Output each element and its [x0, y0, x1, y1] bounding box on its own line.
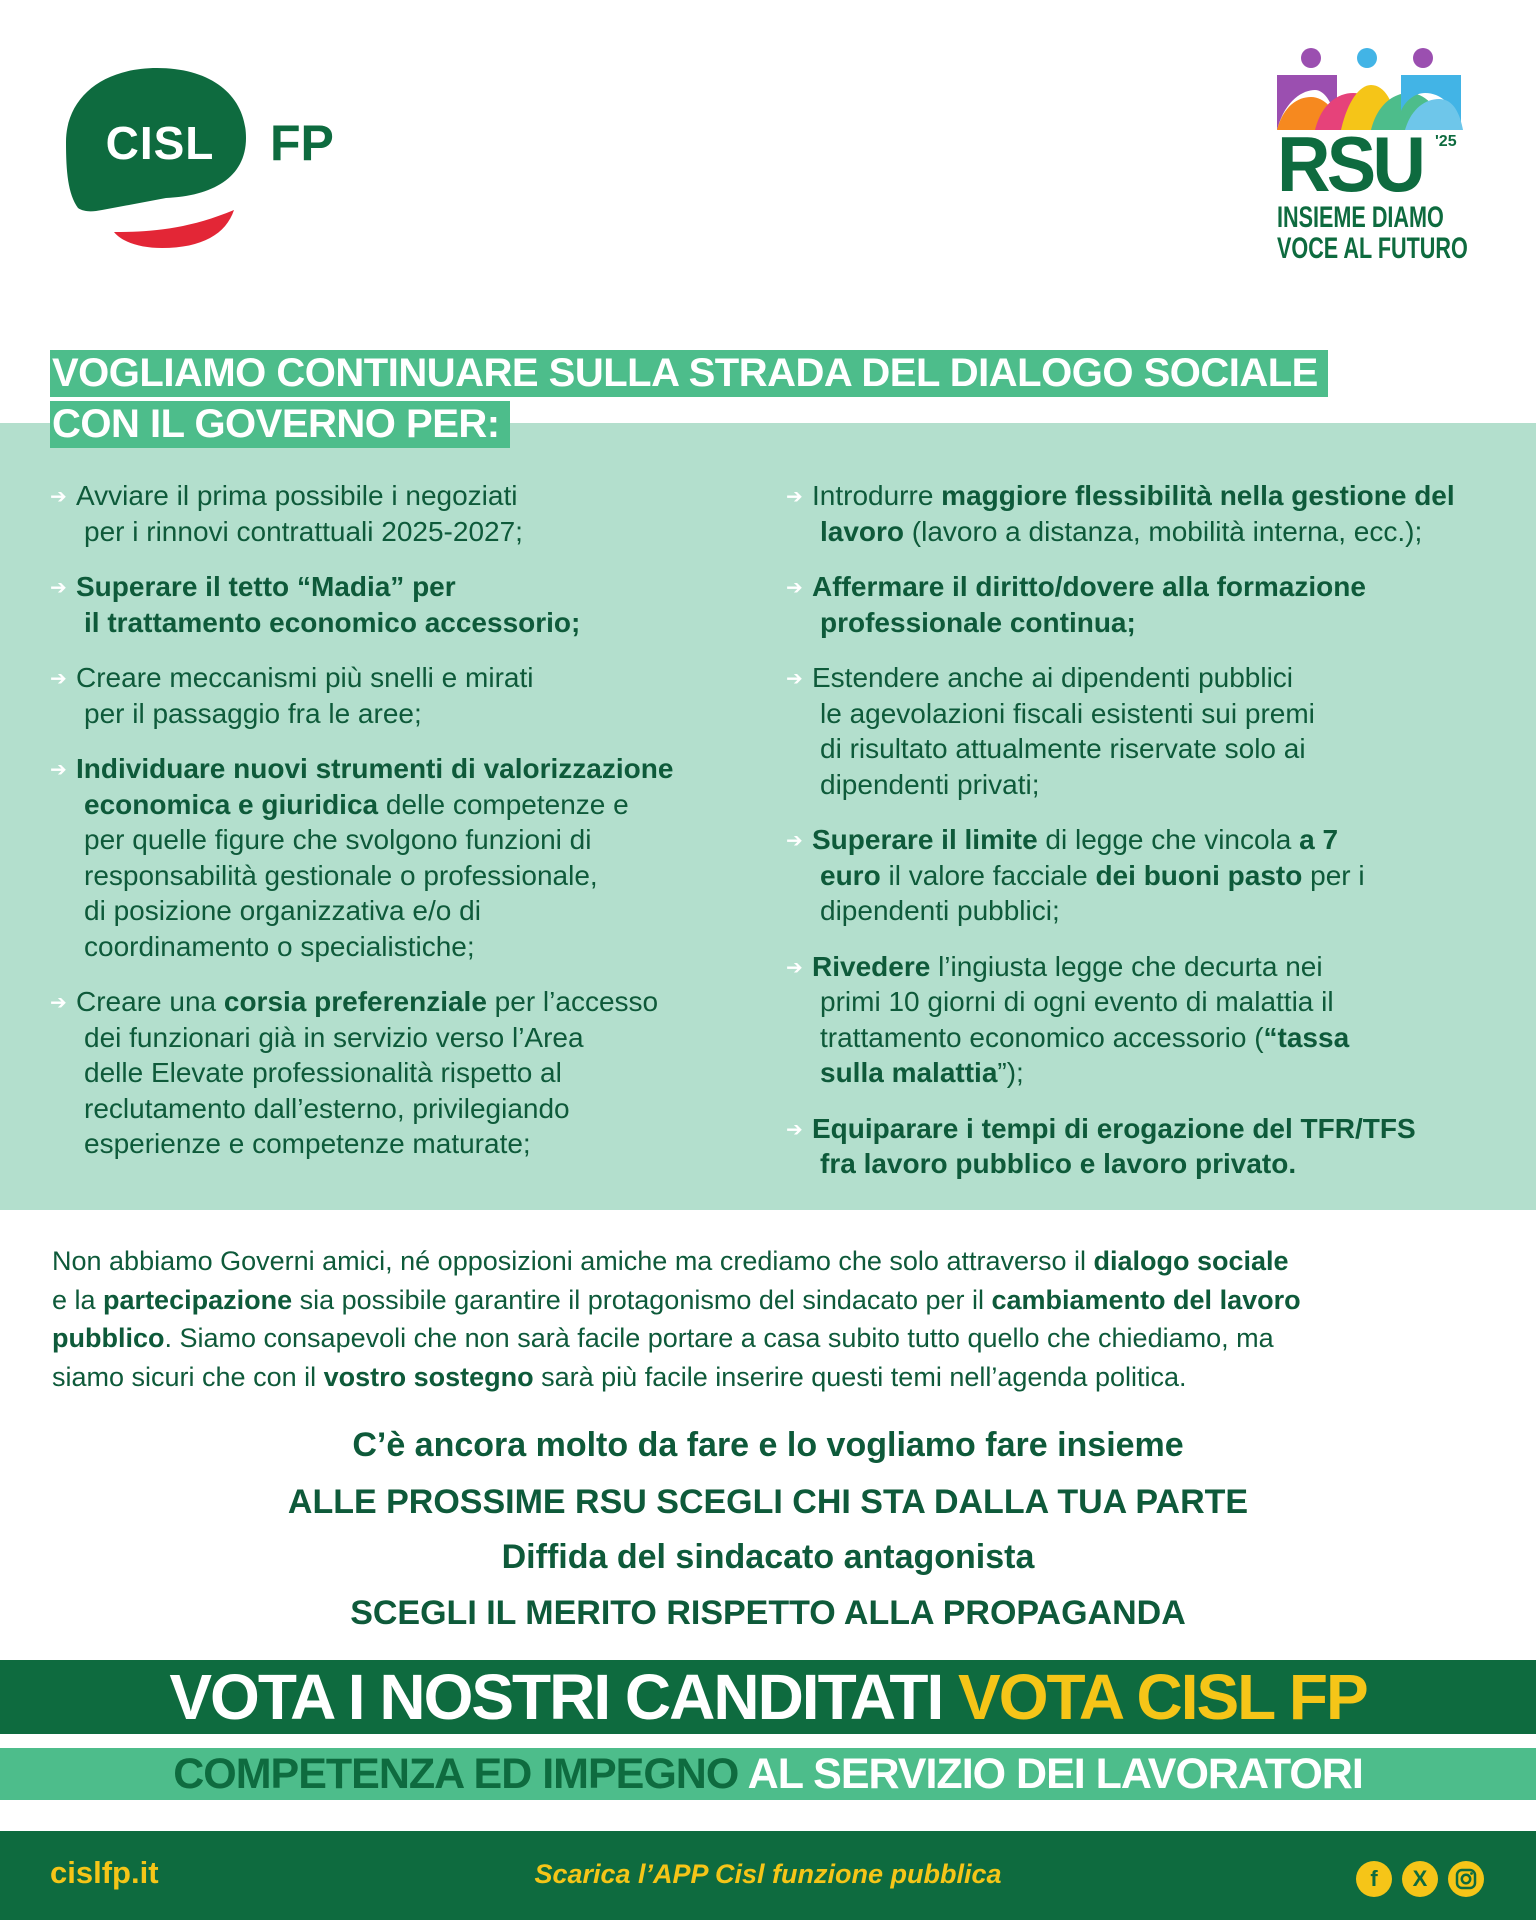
text-segment: dialogo sociale: [1093, 1246, 1289, 1276]
demand-line: [76, 660, 760, 696]
demand-line: [76, 822, 760, 858]
demand-line: [76, 787, 760, 823]
text-segment: di risultato attualmente riservate solo ai: [820, 733, 1306, 764]
demand-line: [812, 822, 1506, 858]
demand-line: [76, 929, 760, 965]
demand-line: [76, 893, 760, 929]
text-segment: dipendenti privati;: [820, 768, 1040, 800]
demands-list-right: [786, 478, 1506, 1202]
competenza-banner: [0, 1748, 1536, 1800]
facebook-icon[interactable]: f: [1356, 1861, 1392, 1897]
rsu-logo-tagline: [1277, 201, 1468, 265]
demand-line: [76, 984, 760, 1020]
text-segment: Creare meccanismi più snelli e mirati: [76, 662, 534, 693]
text-segment: Creare una: [76, 986, 224, 1017]
text-segment: per quelle figure che svolgono funzioni di: [84, 824, 592, 855]
text-segment: sia possibile garantire il protagonismo del sindacato per il: [292, 1284, 992, 1315]
text-segment: Superare il limite: [812, 824, 1038, 855]
x-icon[interactable]: X: [1402, 1861, 1438, 1897]
text-segment: siamo sicuri che con il: [52, 1361, 324, 1392]
text-segment: per i rinnovi contrattuali 2025-2027;: [84, 515, 523, 547]
paragraph-line: [52, 1358, 1492, 1397]
arrow-right-icon: ➔: [50, 577, 67, 599]
demand-line: [812, 1111, 1506, 1147]
slogan-distrust: Diffida del sindacato antagonista: [501, 1538, 1035, 1576]
text-segment: esperienze e competenze maturate;: [84, 1128, 531, 1159]
rsu-logo-text: RSU: [1277, 120, 1423, 208]
text-segment: economica e giuridica: [84, 788, 379, 820]
text-segment: “tassa: [1263, 1021, 1350, 1053]
competenza-banner-part-1: COMPETENZA ED IMPEGNO: [173, 1750, 748, 1798]
demand-line: [812, 569, 1506, 605]
demand-item: [50, 660, 760, 731]
text-segment: coordinamento o specialistiche;: [84, 930, 475, 962]
text-segment: fra lavoro pubblico e lavoro privato.: [820, 1148, 1297, 1179]
vote-banner: [0, 1660, 1536, 1734]
vote-banner-part-2: VOTA CISL FP: [958, 1661, 1367, 1733]
text-segment: ”);: [997, 1057, 1024, 1088]
text-segment: Rivedere: [812, 950, 931, 982]
arrow-right-icon: ➔: [50, 486, 67, 508]
slogan-choose-side: ALLE PROSSIME RSU SCEGLI CHI STA DALLA TUA PARTE: [287, 1483, 1249, 1521]
text-segment: di legge che vincola: [1037, 824, 1300, 855]
text-segment: le agevolazioni fiscali esistenti sui premi: [820, 697, 1315, 729]
paragraph-line: [52, 1281, 1492, 1320]
text-segment: reclutamento dall’esterno, privilegiando: [84, 1092, 570, 1124]
demand-line: [812, 1146, 1506, 1182]
demand-line: [812, 660, 1506, 696]
statement-paragraph: [52, 1242, 1492, 1396]
website-link[interactable]: cislfp.it: [50, 1855, 159, 1890]
slogan-together: C’è ancora molto da fare e lo vogliamo fare insieme: [352, 1426, 1184, 1464]
demand-item: [50, 478, 760, 549]
arrow-right-icon: ➔: [50, 992, 67, 1014]
text-segment: vostro sostegno: [323, 1361, 534, 1392]
text-segment: lavoro: [820, 515, 905, 547]
text-segment: delle Elevate professionalità rispetto al: [84, 1057, 562, 1088]
instagram-icon[interactable]: [1448, 1861, 1484, 1897]
demand-item: [786, 1111, 1506, 1182]
arrow-right-icon: ➔: [786, 830, 803, 852]
demand-line: [76, 605, 760, 641]
demand-item: [786, 569, 1506, 640]
demand-line: [812, 731, 1506, 767]
text-segment: dei buoni pasto: [1095, 859, 1303, 891]
demand-line: [812, 478, 1506, 514]
text-segment: partecipazione: [103, 1284, 293, 1315]
cisl-fp-logo: [62, 62, 362, 252]
text-segment: dipendenti pubblici;: [820, 895, 1060, 926]
demand-line: [76, 1055, 760, 1091]
rsu-25-logo: [1275, 45, 1468, 275]
paragraph-line: [52, 1242, 1492, 1281]
demand-line: [812, 893, 1506, 929]
demand-line: [812, 605, 1506, 641]
demand-line: [76, 569, 760, 605]
text-segment: Non abbiamo Governi amici, né opposizioni amiche ma crediamo che solo attraverso il: [52, 1246, 1094, 1276]
headline-line-2: CON IL GOVERNO PER:: [50, 401, 510, 448]
download-app-text[interactable]: Scarica l’APP Cisl funzione pubblica: [534, 1859, 1002, 1889]
vote-banner-part-1: VOTA I NOSTRI CANDITATI: [169, 1661, 959, 1733]
footer-bar: [0, 1831, 1536, 1920]
rsu-tagline-line-2: VOCE AL FUTURO: [1277, 232, 1468, 265]
cisl-logo-text: CISL: [105, 117, 215, 169]
demand-line: [76, 858, 760, 894]
arrow-right-icon: ➔: [786, 486, 803, 508]
text-segment: . Siamo consapevoli che non sarà facile portare a casa subito tutto quello che chiediamo, ma: [164, 1323, 1274, 1353]
demand-line: [76, 478, 760, 514]
demand-item: [786, 478, 1506, 549]
demand-item: [50, 751, 760, 964]
text-segment: per l’accesso: [486, 986, 659, 1017]
text-segment: maggiore flessibilità nella gestione del: [941, 480, 1455, 511]
demand-item: [786, 822, 1506, 929]
text-segment: per il passaggio fra le aree;: [84, 697, 422, 729]
demand-item: [786, 660, 1506, 802]
demand-line: [812, 1055, 1506, 1091]
text-segment: corsia preferenziale: [223, 986, 487, 1017]
demand-line: [76, 751, 760, 787]
text-segment: e la: [52, 1284, 104, 1315]
demand-line: [812, 984, 1506, 1020]
text-segment: responsabilità gestionale o professionale,: [84, 859, 598, 891]
demand-line: [76, 1126, 760, 1162]
rsu-tagline-line-1: INSIEME DIAMO: [1277, 201, 1444, 234]
demand-item: [786, 949, 1506, 1091]
text-segment: cambiamento del lavoro: [991, 1284, 1301, 1315]
text-segment: il valore facciale: [880, 859, 1096, 891]
arrow-right-icon: ➔: [50, 668, 67, 690]
demand-line: [76, 514, 760, 550]
text-segment: euro: [820, 859, 881, 891]
text-segment: dei funzionari già in servizio verso l’Area: [84, 1021, 584, 1053]
demand-line: [812, 696, 1506, 732]
text-segment: Superare il tetto “Madia” per: [76, 571, 456, 602]
instagram-glyph: [1448, 1861, 1484, 1897]
text-segment: a 7: [1299, 824, 1339, 855]
text-segment: professionale continua;: [820, 606, 1136, 638]
demand-line: [812, 1020, 1506, 1056]
text-segment: Affermare il diritto/dovere alla formazione: [812, 571, 1366, 602]
text-segment: Equiparare i tempi di erogazione del TFR/TFS: [812, 1112, 1416, 1144]
arrow-right-icon: ➔: [786, 577, 803, 599]
demand-line: [812, 767, 1506, 803]
arrow-right-icon: ➔: [786, 956, 803, 979]
text-segment: delle competenze e: [378, 788, 629, 820]
slogan-merit: SCEGLI IL MERITO RISPETTO ALLA PROPAGANDA: [350, 1594, 1186, 1632]
fp-logo-text: FP: [270, 115, 334, 171]
demand-line: [76, 1091, 760, 1127]
demand-line: [812, 858, 1506, 894]
demand-line: [812, 949, 1506, 985]
text-segment: Individuare nuovi strumenti di valorizzazione: [76, 753, 674, 784]
text-segment: per i: [1302, 859, 1365, 891]
text-segment: Estendere anche ai dipendenti pubblici: [812, 662, 1294, 693]
arrow-right-icon: ➔: [786, 1118, 803, 1141]
text-segment: sulla malattia: [820, 1057, 998, 1088]
demand-item: [50, 984, 760, 1162]
demand-line: [76, 696, 760, 732]
demand-line: [76, 1020, 760, 1056]
demand-item: [50, 569, 760, 640]
text-segment: pubblico: [52, 1323, 165, 1353]
headline-line-1: VOGLIAMO CONTINUARE SULLA STRADA DEL DIALOGO SOCIALE: [50, 350, 1328, 397]
text-segment: trattamento economico accessorio (: [820, 1021, 1264, 1053]
arrow-right-icon: ➔: [50, 759, 67, 781]
competenza-banner-part-2: AL SERVIZIO DEI LAVORATORI: [747, 1750, 1363, 1798]
arrow-right-icon: ➔: [786, 668, 803, 690]
text-segment: l’ingiusta legge che decurta nei: [930, 950, 1323, 982]
text-segment: (lavoro a distanza, mobilità interna, ecc.);: [904, 515, 1423, 547]
text-segment: primi 10 giorni di ogni evento di malattia il: [820, 986, 1334, 1017]
paragraph-line: [52, 1319, 1492, 1358]
demand-line: [812, 514, 1506, 550]
text-segment: Avviare il prima possibile i negoziati: [76, 480, 518, 511]
text-segment: di posizione organizzativa e/o di: [84, 895, 481, 926]
text-segment: Introdurre: [812, 480, 942, 511]
text-segment: il trattamento economico accessorio;: [84, 606, 581, 638]
text-segment: sarà più facile inserire questi temi nell’agenda politica.: [533, 1361, 1187, 1392]
demands-list-left: [50, 478, 760, 1182]
rsu-logo-year: '25: [1435, 133, 1457, 150]
